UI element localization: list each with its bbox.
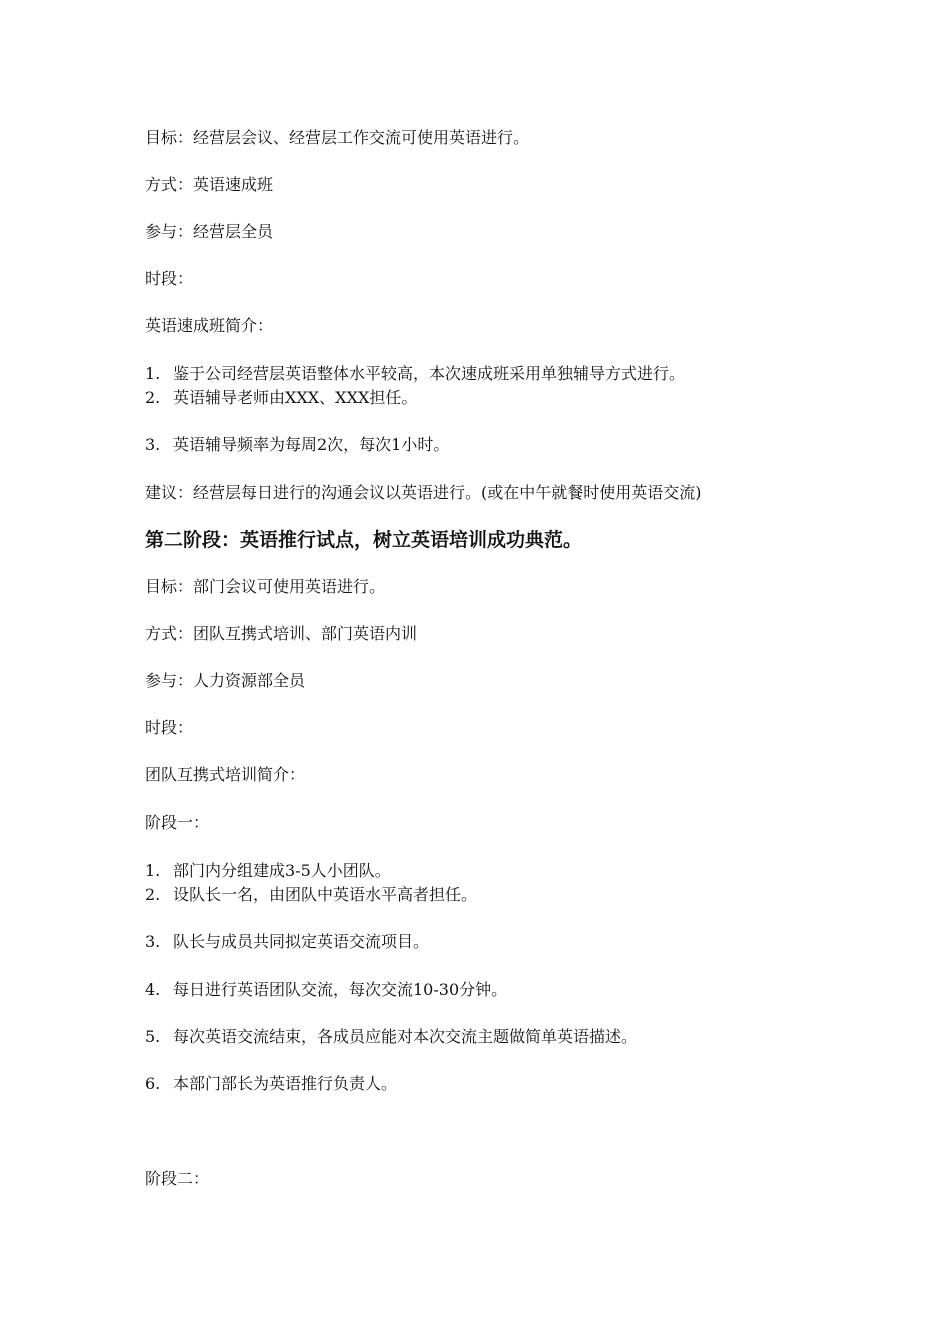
phase-title: 阶段二： [145,1169,210,1188]
goal-line: 目标：部门会议可使用英语进行。 [145,577,386,596]
list-item [145,861,391,881]
list-item [145,435,449,455]
list-item-number: 3. [145,932,161,951]
method-line: 方式：团队互携式培训、部门英语内训 [145,624,418,643]
list-item-text: 部门内分组建成3-5人小团队。 [173,861,391,880]
list-item [145,932,429,952]
list-item-text: 队长与成员共同拟定英语交流项目。 [173,932,430,951]
list-item-number: 3. [145,435,161,454]
participants-line: 参与：经营层全员 [145,222,274,241]
list-item-number: 2. [145,388,161,407]
list-item-number: 2. [145,885,161,904]
list-item-number: 6. [145,1074,161,1093]
list-item-number: 1. [145,364,161,383]
participants-line: 参与：人力资源部全员 [145,671,306,690]
list-item-text: 鉴于公司经营层英语整体水平较高，本次速成班采用单独辅导方式进行。 [173,364,686,383]
list-item [145,980,507,1000]
list-item [145,1074,397,1094]
suggestion-line: 建议：经营层每日进行的沟通会议以英语进行。(或在中午就餐时使用英语交流) [145,483,702,502]
goal-line: 目标：经营层会议、经营层工作交流可使用英语进行。 [145,128,530,147]
list-item [145,388,417,408]
list-item-text: 每次英语交流结束，各成员应能对本次交流主题做简单英语描述。 [173,1027,638,1046]
period-line: 时段： [145,269,194,288]
method-line: 方式：英语速成班 [145,175,274,194]
list-item [145,364,685,384]
list-item-text: 本部门部长为英语推行负责人。 [173,1074,398,1093]
phase-title: 阶段一： [145,813,210,832]
intro-title: 英语速成班简介： [145,316,274,335]
list-item-text: 每日进行英语团队交流，每次交流10-30分钟。 [173,980,508,999]
intro-title: 团队互携式培训简介： [145,765,306,784]
list-item [145,885,477,905]
list-item-text: 设队长一名，由团队中英语水平高者担任。 [173,885,478,904]
list-item-number: 4. [145,980,161,999]
list-item [145,1027,637,1047]
list-item-number: 1. [145,861,161,880]
list-item-number: 5. [145,1027,161,1046]
period-line: 时段： [145,718,194,737]
list-item-text: 英语辅导频率为每周2次，每次1小时。 [173,435,450,454]
section-heading: 第二阶段：英语推行试点，树立英语培训成功典范。 [145,529,583,551]
list-item-text: 英语辅导老师由XXX、XXX担任。 [173,388,418,407]
